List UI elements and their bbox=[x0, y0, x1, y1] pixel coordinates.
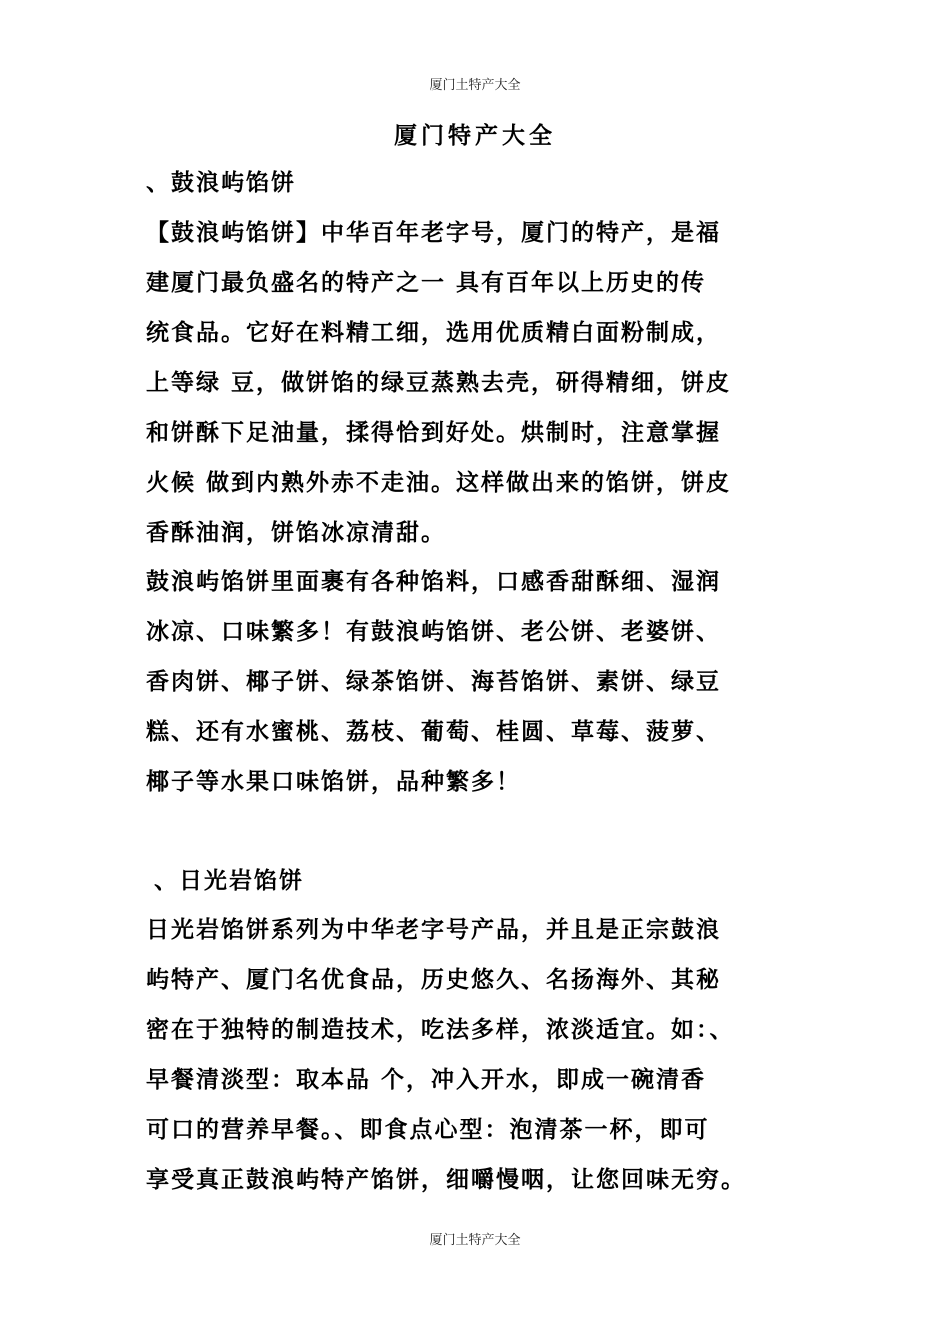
text-line: 冰凉、口味繁多！有鼓浪屿馅饼、老公饼、老婆饼、 bbox=[146, 618, 721, 645]
text-line: 火候 做到内熟外赤不走油。这样做出来的馅饼，饼皮 bbox=[146, 469, 732, 496]
paragraph-gulangyu-varieties bbox=[146, 557, 810, 807]
text-line: 上等绿 豆，做饼馅的绿豆蒸熟去壳，研得精细，饼皮 bbox=[146, 369, 732, 396]
text-line: 椰子等水果口味馅饼，品种繁多！ bbox=[146, 768, 521, 795]
text-line: 可口的营养早餐。、即食点心型：泡清茶一杯，即可 bbox=[146, 1116, 710, 1143]
section-heading-gulangyu bbox=[146, 158, 810, 208]
paragraph-gulangyu-intro bbox=[146, 208, 810, 558]
text-line: 日光岩馅饼系列为中华老字号产品，并且是正宗鼓浪 bbox=[146, 916, 721, 943]
text-line: 糕、还有水蜜桃、荔枝、葡萄、桂圆、草莓、菠萝、 bbox=[146, 718, 721, 745]
text-line: 密在于独特的制造技术，吃法多样，浓淡适宜。如：、 bbox=[146, 1016, 735, 1043]
text-line: 【鼓浪屿馅饼】中华百年老字号，厦门的特产，是福 bbox=[146, 219, 721, 246]
text-line: 统食品。它好在料精工细，选用优质精白面粉制成， bbox=[146, 319, 721, 346]
running-header: 厦门土特产大全 bbox=[429, 78, 521, 93]
text-line: 屿特产、厦门名优食品，历史悠久、名扬海外、其秘 bbox=[146, 966, 721, 993]
text-line: 早餐清淡型：取本品 个，冲入开水，即成一碗清香 bbox=[146, 1066, 707, 1093]
text-line: 享受真正鼓浪屿特产馅饼，细嚼慢咽，让您回味无穷。 bbox=[146, 1166, 746, 1193]
text-line: 建厦门最负盛名的特产之一 具有百年以上历史的传 bbox=[146, 269, 707, 296]
document-title: 厦门特产大全 bbox=[394, 122, 556, 149]
text-line: 香酥油润，饼馅冰凉清甜。 bbox=[146, 519, 446, 546]
text-line: 鼓浪屿馅饼里面裹有各种馅料，口感香甜酥细、湿润 bbox=[146, 568, 721, 595]
text-line: 和饼酥下足油量，揉得恰到好处。烘制时，注意掌握 bbox=[146, 419, 721, 446]
text-line: 香肉饼、椰子饼、绿茶馅饼、海苔馅饼、素饼、绿豆 bbox=[146, 668, 721, 695]
section-heading-text: 、日光岩馅饼 bbox=[154, 867, 304, 894]
running-footer: 厦门土特产大全 bbox=[429, 1233, 521, 1248]
section-heading-riguangyan bbox=[146, 856, 818, 906]
paragraph-riguangyan bbox=[146, 905, 810, 1205]
section-heading-text: 、鼓浪屿馅饼 bbox=[146, 169, 296, 196]
